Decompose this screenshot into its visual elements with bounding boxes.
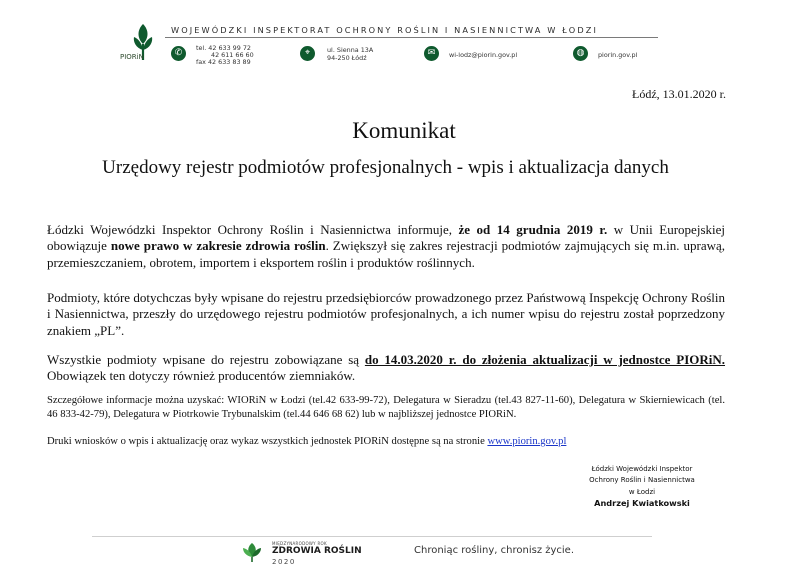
footer-slogan: Chroniąc rośliny, chronisz życie.	[414, 545, 575, 556]
paragraph-1	[47, 222, 725, 271]
footer-divider	[92, 536, 652, 537]
phone-line-1: tel. 42 633 99 72	[196, 44, 251, 52]
p1-text-2: w Unii Europejskiej obowiązuje	[47, 222, 725, 254]
address-line-2: 94-250 Łódź	[327, 54, 367, 62]
document-date: Łódź, 13.01.2020 r.	[632, 87, 726, 101]
signature-name: Andrzej Kwiatkowski	[594, 497, 690, 508]
phone-line-2: 42 611 66 60	[211, 51, 254, 59]
plant-health-year-icon	[240, 541, 264, 563]
document-subtitle: Urzędowy rejestr podmiotów profesjonalnych - wpis i aktualizacja danych	[102, 157, 669, 178]
piorin-website-link[interactable]: www.piorin.gov.pl	[487, 436, 567, 447]
document-title: Komunikat	[352, 118, 456, 143]
footer-year: 2020	[272, 558, 296, 566]
p3-bold-deadline: do 14.03.2020 r. do złożenia aktualizacji w jednostce PIORiN.	[364, 352, 726, 367]
signature-line-2: Ochrony Roślin i Nasiennictwa	[589, 476, 695, 485]
organization-name: WOJEWÓDZKI INSPEKTORAT OCHRONY ROŚLIN I NASIENNICTWA W ŁODZI	[171, 25, 598, 35]
p1-bold-2: nowe prawo w zakresie zdrowia roślin	[110, 238, 326, 254]
logo-label: PIORiN	[120, 53, 144, 61]
fax-line: fax 42 633 83 89	[196, 58, 251, 66]
p3-text-1: Wszystkie podmioty wpisane do rejestru zobowiązane są	[47, 352, 365, 367]
p3-text-2: Obowiązek ten dotyczy również producentów ziemniaków.	[47, 368, 356, 384]
p5-text: Druki wniosków o wpis i aktualizację oraz wykaz wszystkich jednostek PIORiN dostępne są na stronie	[47, 436, 488, 447]
paragraph-3	[47, 352, 725, 385]
p1-bold-1: że od 14 grudnia 2019 r.	[458, 222, 608, 237]
footer-brand: ZDROWIA ROŚLIN	[272, 546, 362, 556]
address-line-1: ul. Sienna 13A	[327, 46, 374, 54]
website-link[interactable]: piorin.gov.pl	[598, 51, 638, 59]
signature-block	[586, 464, 698, 509]
paragraph-5	[47, 435, 725, 449]
location-icon: ⌖	[300, 46, 315, 61]
signature-line-3: w Łodzi	[628, 487, 656, 496]
phone-icon: ✆	[171, 46, 186, 61]
header-divider	[165, 37, 658, 38]
email-link[interactable]: wi-lodz@piorin.gov.pl	[449, 51, 518, 59]
paragraph-2: Podmioty, które dotychczas były wpisane do rejestru przedsiębiorców prowadzonego przez Państwową Inspekcję Ochrony Roślin i Nasiennictwa, przeszły do urzędowego rejestru podmiotów profesjonalnych, a ich numer wpisu do rejestru został poprzedzony znakiem „PL”.	[47, 290, 725, 338]
p1-text-3: . Zwiększył się zakres rejestracji podmiotów zajmujących się m.in. uprawą, przemieszczaniem, obrotem, importem i eksportem roślin i produktów roślinnych.	[47, 238, 725, 270]
p1-text-1: Łódzki Wojewódzki Inspektor Ochrony Roślin i Nasiennictwa informuje,	[47, 222, 459, 237]
globe-icon: ◍	[573, 46, 588, 61]
email-icon: ✉	[424, 46, 439, 61]
paragraph-4: Szczegółowe informacje można uzyskać: WIORiN w Łodzi (tel.42 633-99-72), Delegatura w Sieradzu (tel.43 827-11-60), Delegatura w Skierniewicach (tel. 46 833-42-79), Delegatura w Piotrkowie Trybunalskim (tel.44 646 68 62) lub w najbliższej jednostce PIORiN.	[47, 395, 725, 420]
signature-line-1: Łódzki Wojewódzki Inspektor	[591, 465, 693, 473]
footer-small-caption: MIĘDZYNARODOWY ROK	[272, 541, 327, 546]
